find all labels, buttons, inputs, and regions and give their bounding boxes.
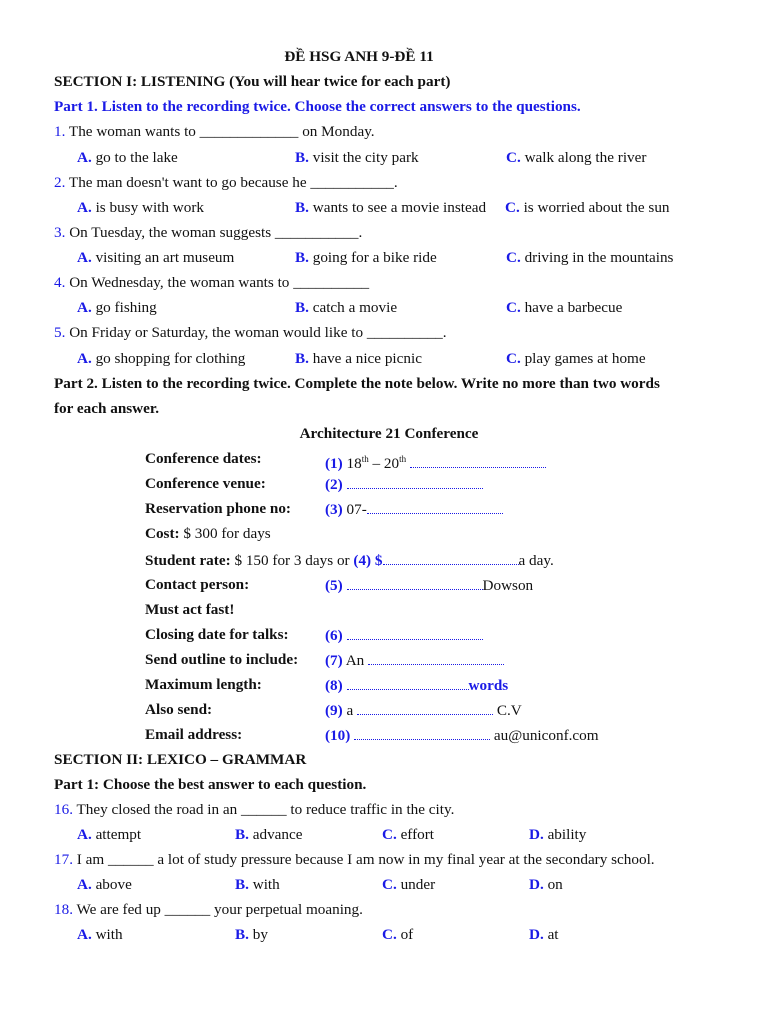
part2-instruction-2: for each answer. (54, 400, 160, 417)
answer-blank-10[interactable] (354, 725, 490, 740)
note-answer-2: (2) (325, 474, 483, 495)
part1-instruction: Part 1. Listen to the recording twice. Choose the correct answers to the questions. (54, 98, 581, 115)
question-16: 16. They closed the road in an ______ to reduce traffic in the city. (54, 801, 455, 818)
note-must-act-fast: Must act fast! (145, 601, 235, 618)
note-label-closing-date: Closing date for talks: (145, 626, 289, 643)
q4-option-a[interactable]: A. go fishing (77, 299, 157, 316)
q18-option-a[interactable]: A. with (77, 926, 123, 943)
q1-option-a[interactable]: A. go to the lake (77, 149, 178, 166)
q18-option-b[interactable]: B. by (235, 926, 268, 943)
note-label-outline: Send outline to include: (145, 651, 299, 668)
note-label-phone: Reservation phone no: (145, 500, 291, 517)
answer-blank-3[interactable] (367, 499, 503, 514)
q16-option-a[interactable]: A. attempt (77, 826, 142, 843)
q1-option-b[interactable]: B. visit the city park (295, 149, 419, 166)
note-answer-7: (7) An (325, 650, 504, 671)
q2-option-a[interactable]: A. is busy with work (77, 199, 204, 216)
q3-option-b[interactable]: B. going for a bike ride (295, 249, 437, 266)
note-label-contact: Contact person: (145, 576, 250, 593)
q3-option-a[interactable]: A. visiting an art museum (77, 249, 235, 266)
answer-blank-2[interactable] (347, 474, 483, 489)
answer-blank-8[interactable] (347, 675, 469, 690)
q16-option-d[interactable]: D. ability (529, 826, 587, 843)
question-2: 2. The man doesn't want to go because he ___________. (54, 174, 398, 191)
q17-option-b[interactable]: B. with (235, 876, 280, 893)
question-18: 18. We are fed up ______ your perpetual moaning. (54, 901, 363, 918)
q18-option-c[interactable]: C. of (382, 926, 414, 943)
note-label-venue: Conference venue: (145, 475, 266, 492)
note-label-dates: Conference dates: (145, 450, 262, 467)
note-label-max-length: Maximum length: (145, 676, 262, 693)
answer-blank-4[interactable] (383, 550, 519, 565)
q4-option-c[interactable]: C. have a barbecue (506, 299, 623, 316)
q3-option-c[interactable]: C. driving in the mountains (506, 249, 674, 266)
q16-option-c[interactable]: C. effort (382, 826, 435, 843)
note-answer-8: (8) words (325, 677, 509, 694)
q2-option-c[interactable]: C. is worried about the sun (505, 199, 670, 216)
note-label-email: Email address: (145, 726, 243, 743)
note-answer-1: (1) 18th – 20th (325, 449, 546, 474)
q18-option-d[interactable]: D. at (529, 926, 559, 943)
q5-option-b[interactable]: B. have a nice picnic (295, 350, 422, 367)
note-answer-9: (9) a C.V (325, 702, 522, 719)
question-3: 3. On Tuesday, the woman suggests ___________. (54, 224, 363, 241)
question-5: 5. On Friday or Saturday, the woman would like to __________. (54, 324, 447, 341)
section2-part1-instruction: Part 1: Choose the best answer to each question. (54, 776, 367, 793)
note-answer-6: (6) (325, 625, 483, 646)
question-1: 1. The woman wants to _____________ on Monday. (54, 123, 375, 140)
q1-option-c[interactable]: C. walk along the river (506, 149, 647, 166)
q2-option-b[interactable]: B. wants to see a movie instead (295, 199, 487, 216)
question-17: 17. I am ______ a lot of study pressure because I am now in my final year at the secondary school. (54, 851, 655, 868)
question-4: 4. On Wednesday, the woman wants to __________ (54, 274, 370, 291)
answer-blank-6[interactable] (347, 625, 483, 640)
q17-option-a[interactable]: A. above (77, 876, 132, 893)
q16-option-b[interactable]: B. advance (235, 826, 303, 843)
note-answer-3: (3) 07- (325, 499, 503, 520)
answer-blank-7[interactable] (368, 650, 504, 665)
answer-blank-9[interactable] (357, 700, 493, 715)
answer-blank-5[interactable] (347, 575, 483, 590)
note-label-also-send: Also send: (145, 701, 213, 718)
note-cost: Cost: $ 300 for days (145, 525, 271, 542)
document-title: ĐỀ HSG ANH 9-ĐỀ 11 (284, 48, 434, 65)
note-title: Architecture 21 Conference (299, 425, 479, 442)
section2-heading: SECTION II: LEXICO – GRAMMAR (54, 751, 307, 768)
q17-option-d[interactable]: D. on (529, 876, 563, 893)
q17-option-c[interactable]: C. under (382, 876, 436, 893)
section1-heading: SECTION I: LISTENING (You will hear twice for each part) (54, 73, 451, 90)
note-answer-5: (5) Dowson (325, 577, 534, 594)
part2-instruction-1: Part 2. Listen to the recording twice. Complete the note below. Write no more than two words (54, 375, 660, 392)
note-student-rate: Student rate: $ 150 for 3 days or (4) $ a day. (145, 552, 554, 569)
q5-option-c[interactable]: C. play games at home (506, 350, 646, 367)
answer-blank-1[interactable] (410, 453, 546, 468)
note-answer-10: (10) au@uniconf.com (325, 727, 599, 744)
q4-option-b[interactable]: B. catch a movie (295, 299, 398, 316)
q5-option-a[interactable]: A. go shopping for clothing (77, 350, 246, 367)
